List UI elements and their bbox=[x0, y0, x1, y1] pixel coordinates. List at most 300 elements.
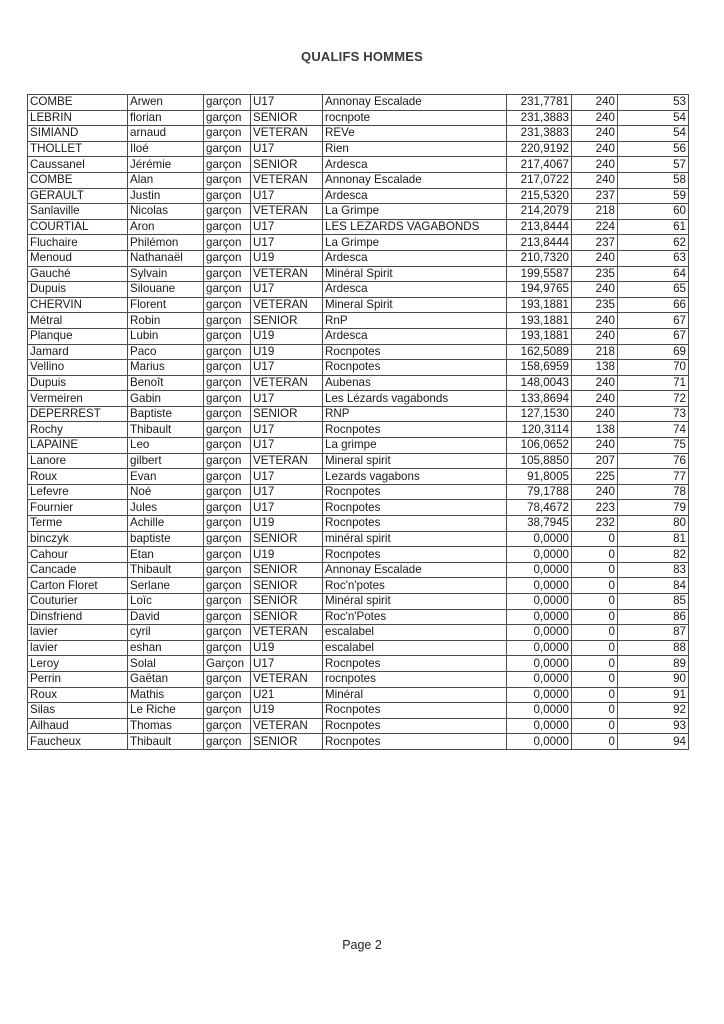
cell-gender: garçon bbox=[204, 188, 251, 204]
cell-last-name: COMBE bbox=[28, 172, 128, 188]
table-row bbox=[28, 172, 689, 188]
cell-first-name: Nicolas bbox=[128, 204, 204, 220]
cell-category: SENIOR bbox=[251, 157, 323, 173]
cell-club: Ardesca bbox=[323, 250, 507, 266]
cell-club: Rocnpotes bbox=[323, 718, 507, 734]
cell-last-name: Carton Floret bbox=[28, 578, 128, 594]
cell-score: 217,0722 bbox=[507, 172, 572, 188]
cell-first-name: Achille bbox=[128, 516, 204, 532]
cell-first-name: Marius bbox=[128, 360, 204, 376]
cell-points: 240 bbox=[572, 141, 618, 157]
table-row bbox=[28, 625, 689, 641]
cell-first-name: Leo bbox=[128, 438, 204, 454]
cell-rank: 94 bbox=[618, 734, 689, 750]
cell-points: 138 bbox=[572, 360, 618, 376]
cell-category: VETERAN bbox=[251, 718, 323, 734]
cell-club: Rocnpotes bbox=[323, 547, 507, 563]
cell-rank: 62 bbox=[618, 235, 689, 251]
table-row bbox=[28, 266, 689, 282]
cell-first-name: cyril bbox=[128, 625, 204, 641]
cell-rank: 87 bbox=[618, 625, 689, 641]
cell-club: Roc'n'potes bbox=[323, 578, 507, 594]
cell-club: Minéral Spirit bbox=[323, 266, 507, 282]
cell-points: 240 bbox=[572, 484, 618, 500]
cell-gender: garçon bbox=[204, 391, 251, 407]
cell-score: 199,5587 bbox=[507, 266, 572, 282]
cell-points: 240 bbox=[572, 391, 618, 407]
cell-points: 232 bbox=[572, 516, 618, 532]
cell-category: U17 bbox=[251, 656, 323, 672]
cell-points: 0 bbox=[572, 734, 618, 750]
cell-club: Mineral spirit bbox=[323, 453, 507, 469]
table-row bbox=[28, 297, 689, 313]
cell-points: 207 bbox=[572, 453, 618, 469]
cell-category: U19 bbox=[251, 640, 323, 656]
cell-club: Les Lézards vagabonds bbox=[323, 391, 507, 407]
cell-points: 218 bbox=[572, 344, 618, 360]
cell-gender: garçon bbox=[204, 500, 251, 516]
cell-club: Rocnpotes bbox=[323, 516, 507, 532]
cell-score: 214,2079 bbox=[507, 204, 572, 220]
cell-points: 240 bbox=[572, 95, 618, 111]
cell-gender: garçon bbox=[204, 734, 251, 750]
cell-points: 240 bbox=[572, 438, 618, 454]
cell-score: 231,7781 bbox=[507, 95, 572, 111]
cell-club: La grimpe bbox=[323, 438, 507, 454]
table-row bbox=[28, 656, 689, 672]
cell-score: 148,0043 bbox=[507, 375, 572, 391]
cell-points: 0 bbox=[572, 671, 618, 687]
cell-gender: garçon bbox=[204, 484, 251, 500]
cell-category: U17 bbox=[251, 188, 323, 204]
table-row bbox=[28, 406, 689, 422]
cell-points: 223 bbox=[572, 500, 618, 516]
cell-last-name: Cancade bbox=[28, 562, 128, 578]
cell-gender: garçon bbox=[204, 562, 251, 578]
table-row bbox=[28, 718, 689, 734]
cell-club: Rocnpotes bbox=[323, 422, 507, 438]
cell-score: 217,4067 bbox=[507, 157, 572, 173]
cell-score: 210,7320 bbox=[507, 250, 572, 266]
table-row bbox=[28, 547, 689, 563]
cell-points: 240 bbox=[572, 375, 618, 391]
cell-last-name: Leroy bbox=[28, 656, 128, 672]
cell-rank: 69 bbox=[618, 344, 689, 360]
cell-club: Ardesca bbox=[323, 188, 507, 204]
cell-club: Rocnpotes bbox=[323, 500, 507, 516]
cell-category: U17 bbox=[251, 484, 323, 500]
cell-first-name: Justin bbox=[128, 188, 204, 204]
cell-gender: garçon bbox=[204, 687, 251, 703]
cell-score: 231,3883 bbox=[507, 110, 572, 126]
cell-gender: garçon bbox=[204, 422, 251, 438]
cell-gender: garçon bbox=[204, 266, 251, 282]
cell-score: 193,1881 bbox=[507, 328, 572, 344]
cell-gender: garçon bbox=[204, 235, 251, 251]
cell-points: 0 bbox=[572, 609, 618, 625]
cell-club: Rien bbox=[323, 141, 507, 157]
cell-club: escalabel bbox=[323, 625, 507, 641]
cell-club: rocnpote bbox=[323, 110, 507, 126]
cell-gender: garçon bbox=[204, 375, 251, 391]
cell-club: Ardesca bbox=[323, 328, 507, 344]
cell-club: Minéral bbox=[323, 687, 507, 703]
cell-points: 224 bbox=[572, 219, 618, 235]
cell-score: 0,0000 bbox=[507, 594, 572, 610]
cell-club: Rocnpotes bbox=[323, 344, 507, 360]
cell-category: SENIOR bbox=[251, 313, 323, 329]
cell-score: 0,0000 bbox=[507, 687, 572, 703]
cell-last-name: Menoud bbox=[28, 250, 128, 266]
cell-gender: garçon bbox=[204, 718, 251, 734]
cell-first-name: Evan bbox=[128, 469, 204, 485]
cell-rank: 73 bbox=[618, 406, 689, 422]
cell-first-name: Lubin bbox=[128, 328, 204, 344]
cell-category: U17 bbox=[251, 360, 323, 376]
table-row bbox=[28, 562, 689, 578]
cell-gender: garçon bbox=[204, 297, 251, 313]
cell-points: 138 bbox=[572, 422, 618, 438]
cell-gender: garçon bbox=[204, 469, 251, 485]
table-row bbox=[28, 516, 689, 532]
cell-score: 193,1881 bbox=[507, 313, 572, 329]
cell-club: Mineral Spirit bbox=[323, 297, 507, 313]
cell-gender: garçon bbox=[204, 95, 251, 111]
cell-club: La Grimpe bbox=[323, 204, 507, 220]
cell-category: U17 bbox=[251, 500, 323, 516]
cell-last-name: Métral bbox=[28, 313, 128, 329]
cell-points: 240 bbox=[572, 126, 618, 142]
cell-points: 240 bbox=[572, 110, 618, 126]
cell-category: U17 bbox=[251, 391, 323, 407]
cell-score: 38,7945 bbox=[507, 516, 572, 532]
cell-gender: garçon bbox=[204, 406, 251, 422]
cell-rank: 61 bbox=[618, 219, 689, 235]
cell-first-name: eshan bbox=[128, 640, 204, 656]
cell-last-name: Couturier bbox=[28, 594, 128, 610]
cell-points: 235 bbox=[572, 266, 618, 282]
cell-rank: 91 bbox=[618, 687, 689, 703]
cell-first-name: Aron bbox=[128, 219, 204, 235]
table-row bbox=[28, 484, 689, 500]
cell-score: 0,0000 bbox=[507, 718, 572, 734]
cell-category: SENIOR bbox=[251, 609, 323, 625]
cell-last-name: Lanore bbox=[28, 453, 128, 469]
cell-club: Rocnpotes bbox=[323, 360, 507, 376]
cell-first-name: Silouane bbox=[128, 282, 204, 298]
table-row bbox=[28, 235, 689, 251]
cell-first-name: Arwen bbox=[128, 95, 204, 111]
cell-last-name: COURTIAL bbox=[28, 219, 128, 235]
page-number: Page 2 bbox=[342, 938, 382, 952]
cell-rank: 54 bbox=[618, 126, 689, 142]
cell-score: 162,5089 bbox=[507, 344, 572, 360]
table-row bbox=[28, 141, 689, 157]
table-row bbox=[28, 219, 689, 235]
cell-first-name: gilbert bbox=[128, 453, 204, 469]
cell-points: 240 bbox=[572, 313, 618, 329]
table-row bbox=[28, 422, 689, 438]
cell-first-name: David bbox=[128, 609, 204, 625]
table-row bbox=[28, 640, 689, 656]
cell-score: 158,6959 bbox=[507, 360, 572, 376]
cell-rank: 70 bbox=[618, 360, 689, 376]
cell-last-name: DEPERREST bbox=[28, 406, 128, 422]
cell-gender: garçon bbox=[204, 172, 251, 188]
table-row bbox=[28, 157, 689, 173]
cell-category: VETERAN bbox=[251, 375, 323, 391]
table-row bbox=[28, 500, 689, 516]
table-row bbox=[28, 110, 689, 126]
cell-gender: Garçon bbox=[204, 656, 251, 672]
cell-first-name: Solal bbox=[128, 656, 204, 672]
cell-last-name: Gauché bbox=[28, 266, 128, 282]
cell-category: U17 bbox=[251, 235, 323, 251]
cell-score: 120,3114 bbox=[507, 422, 572, 438]
cell-score: 0,0000 bbox=[507, 578, 572, 594]
cell-first-name: Gaëtan bbox=[128, 671, 204, 687]
cell-last-name: Roux bbox=[28, 687, 128, 703]
cell-last-name: LEBRIN bbox=[28, 110, 128, 126]
cell-last-name: Planque bbox=[28, 328, 128, 344]
cell-score: 0,0000 bbox=[507, 609, 572, 625]
cell-rank: 85 bbox=[618, 594, 689, 610]
table-row bbox=[28, 578, 689, 594]
cell-category: SENIOR bbox=[251, 406, 323, 422]
cell-club: minéral spirit bbox=[323, 531, 507, 547]
cell-gender: garçon bbox=[204, 453, 251, 469]
cell-club: Ardesca bbox=[323, 157, 507, 173]
cell-score: 213,8444 bbox=[507, 219, 572, 235]
cell-category: U19 bbox=[251, 344, 323, 360]
table-row bbox=[28, 188, 689, 204]
cell-last-name: Sanlaville bbox=[28, 204, 128, 220]
cell-points: 235 bbox=[572, 297, 618, 313]
cell-last-name: Jamard bbox=[28, 344, 128, 360]
cell-category: SENIOR bbox=[251, 594, 323, 610]
cell-points: 0 bbox=[572, 640, 618, 656]
cell-club: Lezards vagabons bbox=[323, 469, 507, 485]
cell-rank: 67 bbox=[618, 328, 689, 344]
cell-last-name: Dupuis bbox=[28, 375, 128, 391]
cell-first-name: Philémon bbox=[128, 235, 204, 251]
cell-rank: 83 bbox=[618, 562, 689, 578]
cell-gender: garçon bbox=[204, 141, 251, 157]
cell-points: 0 bbox=[572, 562, 618, 578]
cell-gender: garçon bbox=[204, 328, 251, 344]
cell-last-name: lavier bbox=[28, 625, 128, 641]
cell-gender: garçon bbox=[204, 625, 251, 641]
cell-category: U17 bbox=[251, 422, 323, 438]
cell-club: REVe bbox=[323, 126, 507, 142]
cell-rank: 54 bbox=[618, 110, 689, 126]
cell-category: VETERAN bbox=[251, 297, 323, 313]
cell-rank: 79 bbox=[618, 500, 689, 516]
cell-rank: 72 bbox=[618, 391, 689, 407]
cell-category: VETERAN bbox=[251, 204, 323, 220]
cell-rank: 89 bbox=[618, 656, 689, 672]
table-row bbox=[28, 438, 689, 454]
cell-rank: 65 bbox=[618, 282, 689, 298]
cell-score: 0,0000 bbox=[507, 625, 572, 641]
cell-first-name: Mathis bbox=[128, 687, 204, 703]
cell-category: U17 bbox=[251, 141, 323, 157]
cell-score: 0,0000 bbox=[507, 734, 572, 750]
cell-first-name: Florent bbox=[128, 297, 204, 313]
cell-last-name: Ailhaud bbox=[28, 718, 128, 734]
cell-gender: garçon bbox=[204, 250, 251, 266]
cell-club: Annonay Escalade bbox=[323, 562, 507, 578]
cell-first-name: Jérémie bbox=[128, 157, 204, 173]
cell-club: Roc'n'Potes bbox=[323, 609, 507, 625]
cell-gender: garçon bbox=[204, 594, 251, 610]
table-row bbox=[28, 344, 689, 360]
cell-last-name: Caussanel bbox=[28, 157, 128, 173]
cell-gender: garçon bbox=[204, 219, 251, 235]
cell-rank: 81 bbox=[618, 531, 689, 547]
cell-category: VETERAN bbox=[251, 625, 323, 641]
results-table-body bbox=[28, 95, 689, 750]
cell-category: U17 bbox=[251, 95, 323, 111]
cell-score: 91,8005 bbox=[507, 469, 572, 485]
cell-category: U19 bbox=[251, 250, 323, 266]
cell-rank: 58 bbox=[618, 172, 689, 188]
cell-rank: 90 bbox=[618, 671, 689, 687]
cell-points: 0 bbox=[572, 687, 618, 703]
cell-category: SENIOR bbox=[251, 562, 323, 578]
cell-points: 237 bbox=[572, 188, 618, 204]
cell-gender: garçon bbox=[204, 360, 251, 376]
cell-score: 78,4672 bbox=[507, 500, 572, 516]
cell-last-name: COMBE bbox=[28, 95, 128, 111]
cell-points: 240 bbox=[572, 282, 618, 298]
cell-rank: 66 bbox=[618, 297, 689, 313]
cell-first-name: Loïc bbox=[128, 594, 204, 610]
cell-first-name: Serlane bbox=[128, 578, 204, 594]
cell-score: 133,8694 bbox=[507, 391, 572, 407]
cell-category: VETERAN bbox=[251, 126, 323, 142]
cell-score: 79,1788 bbox=[507, 484, 572, 500]
cell-category: SENIOR bbox=[251, 110, 323, 126]
table-row bbox=[28, 250, 689, 266]
cell-first-name: Nathanaël bbox=[128, 250, 204, 266]
cell-gender: garçon bbox=[204, 282, 251, 298]
cell-first-name: Iloé bbox=[128, 141, 204, 157]
cell-points: 240 bbox=[572, 328, 618, 344]
cell-first-name: Etan bbox=[128, 547, 204, 563]
cell-club: Rocnpotes bbox=[323, 484, 507, 500]
cell-rank: 53 bbox=[618, 95, 689, 111]
cell-category: U17 bbox=[251, 469, 323, 485]
cell-score: 0,0000 bbox=[507, 640, 572, 656]
cell-score: 193,1881 bbox=[507, 297, 572, 313]
cell-club: Aubenas bbox=[323, 375, 507, 391]
cell-gender: garçon bbox=[204, 110, 251, 126]
cell-category: VETERAN bbox=[251, 172, 323, 188]
cell-last-name: binczyk bbox=[28, 531, 128, 547]
cell-first-name: Thibault bbox=[128, 734, 204, 750]
cell-club: escalabel bbox=[323, 640, 507, 656]
table-row bbox=[28, 594, 689, 610]
results-table bbox=[27, 94, 689, 750]
cell-club: Ardesca bbox=[323, 282, 507, 298]
cell-gender: garçon bbox=[204, 547, 251, 563]
cell-rank: 77 bbox=[618, 469, 689, 485]
cell-category: VETERAN bbox=[251, 671, 323, 687]
cell-rank: 92 bbox=[618, 703, 689, 719]
cell-club: Annonay Escalade bbox=[323, 95, 507, 111]
cell-score: 0,0000 bbox=[507, 656, 572, 672]
cell-gender: garçon bbox=[204, 703, 251, 719]
cell-club: LES LEZARDS VAGABONDS bbox=[323, 219, 507, 235]
cell-first-name: Sylvain bbox=[128, 266, 204, 282]
table-row bbox=[28, 375, 689, 391]
cell-gender: garçon bbox=[204, 531, 251, 547]
table-row bbox=[28, 328, 689, 344]
cell-first-name: Robin bbox=[128, 313, 204, 329]
cell-first-name: Alan bbox=[128, 172, 204, 188]
cell-first-name: Noé bbox=[128, 484, 204, 500]
cell-points: 0 bbox=[572, 625, 618, 641]
cell-first-name: baptiste bbox=[128, 531, 204, 547]
cell-club: Rocnpotes bbox=[323, 703, 507, 719]
cell-category: U19 bbox=[251, 328, 323, 344]
cell-category: SENIOR bbox=[251, 734, 323, 750]
cell-points: 218 bbox=[572, 204, 618, 220]
cell-rank: 88 bbox=[618, 640, 689, 656]
table-row bbox=[28, 282, 689, 298]
cell-first-name: Le Riche bbox=[128, 703, 204, 719]
table-row bbox=[28, 391, 689, 407]
cell-last-name: Silas bbox=[28, 703, 128, 719]
cell-rank: 64 bbox=[618, 266, 689, 282]
cell-rank: 67 bbox=[618, 313, 689, 329]
table-row bbox=[28, 703, 689, 719]
cell-gender: garçon bbox=[204, 438, 251, 454]
cell-points: 0 bbox=[572, 547, 618, 563]
cell-points: 0 bbox=[572, 594, 618, 610]
cell-club: RNP bbox=[323, 406, 507, 422]
cell-points: 237 bbox=[572, 235, 618, 251]
cell-points: 0 bbox=[572, 703, 618, 719]
cell-club: La Grimpe bbox=[323, 235, 507, 251]
cell-category: U19 bbox=[251, 703, 323, 719]
cell-rank: 84 bbox=[618, 578, 689, 594]
cell-club: Minéral spirit bbox=[323, 594, 507, 610]
cell-last-name: LAPAINE bbox=[28, 438, 128, 454]
cell-category: U17 bbox=[251, 219, 323, 235]
cell-category: U17 bbox=[251, 282, 323, 298]
table-row bbox=[28, 469, 689, 485]
cell-gender: garçon bbox=[204, 126, 251, 142]
cell-rank: 57 bbox=[618, 157, 689, 173]
cell-points: 240 bbox=[572, 157, 618, 173]
cell-points: 0 bbox=[572, 656, 618, 672]
cell-first-name: Jules bbox=[128, 500, 204, 516]
cell-score: 231,3883 bbox=[507, 126, 572, 142]
cell-last-name: Rochy bbox=[28, 422, 128, 438]
cell-gender: garçon bbox=[204, 609, 251, 625]
cell-first-name: Baptiste bbox=[128, 406, 204, 422]
cell-gender: garçon bbox=[204, 313, 251, 329]
cell-last-name: Vellino bbox=[28, 360, 128, 376]
cell-rank: 74 bbox=[618, 422, 689, 438]
cell-last-name: Cahour bbox=[28, 547, 128, 563]
cell-points: 0 bbox=[572, 531, 618, 547]
cell-points: 240 bbox=[572, 172, 618, 188]
cell-last-name: SIMIAND bbox=[28, 126, 128, 142]
cell-last-name: Terme bbox=[28, 516, 128, 532]
